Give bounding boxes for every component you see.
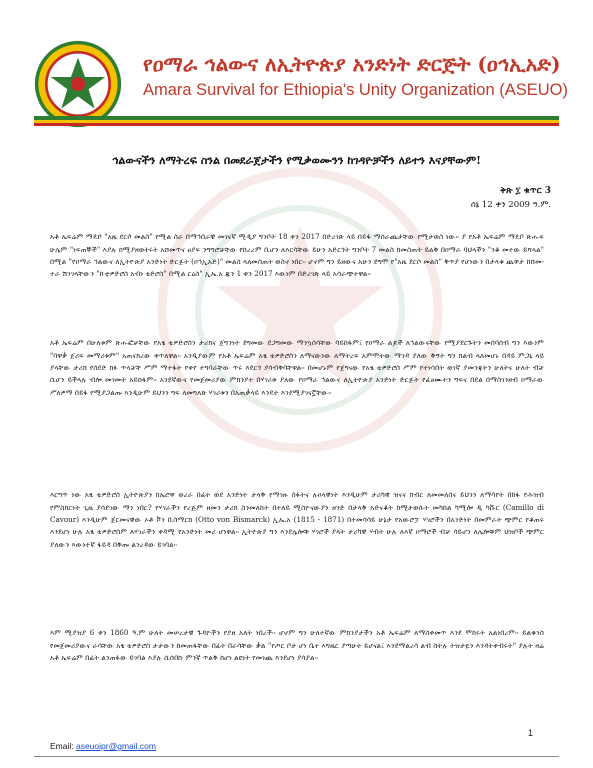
footer-rule	[34, 756, 559, 757]
email-label: Email:	[50, 741, 74, 751]
watermark-emblem-icon	[150, 160, 450, 460]
paragraph-1: አቶ ኤፍሬም ማዴቦ "አዜ ደርሶ መልስ" የሚል ስራ በማኅበራዊ መገናኛ ሚዲያ ግንቦት 18 ቀን 2017 በድረገጽ ላይ በይፋ ማሰራጨታቸው የሚታወስ ነው፡፡ ያ የአቶ ኤፍሬም ማዴቦ ጽሑፍ ሁሌም "ነፍጠኞች" እያሉ ከሚያዘወትሩት አሸመጥና ፀያፍ ንግግሮቻቸው የከረረም ቢሆን ለእርሳቸው ይሁን አድርጎት ግንቦት 7 መልስ ከመስጠት ይልቅ በዐማራ ባህላችን "ንቆ መተው ይሻላል" በሚል "የዐማራ ኅልውና ለኢትዮጵያ አንድነት ድርጅት (ዐኅኢአድ)" መልስ ላለመስጠት ወስኖ ነበር፡፡ ሆኖም ግን ይዘውና አሁን ደግሞ የ"አዜ ደርሶ መልስ" ቅጥያ የሆነውን በታላቁ ጨዋታ ከሸመ-ተራ ሽንገላቸውን "ኩቲዎድሮስ አብነ ቴድሮስ" በሚል ርዕስ" ኢኤ.አ ጁን 1 ቀን 2017 እውነም በድረገጽ ላይ አሳራጭተዋል፡፡	[50, 232, 544, 279]
document-title: ኅልውናችን ለማትረፍ ስንል በመደራጀታችን የሚቃወሙንን ከገዳዮቻችን ለይተን እናያቸውም!	[112, 154, 481, 167]
org-name-english: Amara Survival for Ethiopia's Unity Organization (ASEUO)	[143, 81, 568, 99]
header-rule-red	[34, 123, 559, 126]
asueo-emblem-icon	[34, 40, 122, 128]
email-link[interactable]: aseuoipr@gmail.com	[76, 741, 156, 751]
issue-meta	[471, 184, 551, 212]
footer-email	[50, 741, 156, 751]
issue-date: ሰኔ 12 ቀን 2009 ዓ.ም.	[470, 200, 551, 210]
page-number: 1	[527, 728, 533, 738]
paragraph-3: እርግጥ ነው አፄ ቴዎድሮስ ኢትዮጵያን ከኤሮዋ ወረራ በፊት ወደ አንድነት ታላቅ የማገዙ ስፋትና ሉዐላዊነት እንዲሁም ታሪካዊ ዝናና ክብር ለመመለስና ይህንን ለማሳየት በከፋ የሕዝብ የምስክርነት ጊዜ ያሳደገው ማን ነበር? የሃገራችን የረጅም ዘመን ታሪክ ስንመለከት በተለይ ሚስዮናውያን ዘንድ በታላቅ አድናቆት ከሚታወሱት መካከል ካሚሎ ዲ ካቩር (Camillo di Cavour) እንዲሁም ጀርመናዊው ኦቶ ቮን ቢስማርክ (Otto von Bismarck) ኢኤ.አ (1815 - 1871) በተመሳሳይ ሁኔታ የአውሮፓ ሃገሮችን በአንድነት በመምራት ጭምር የቆጠሩ እንደሆነ ሁሉ አፄ ቴዎድሮስም ለሃገራችን ቀዳሚ የአንድነት መሪ ሆነዋል፡፡ ኢትዮጵያ ግን እንደሌሎቹ ሃገሮች ያላት ታሪካዊ ሃብት ሁሉ ለእኛ ዐማሮች ብቻ ሳይሆን ለሌሎቹም ህዝቦች ጭምር ያለውን እውነተኛ ፋይዳ በቅጡ ልንረዳው ይገባል፡፡	[50, 490, 544, 549]
paragraph-4: እም ሚያዝያ 6 ቀን 1860 ዓ.ም ሁለት መሠረታዊ ጉዳዮችን የያዘ አለት ነበረች፡፡ ሆኖም ግን ሁለተኛው ምክንያታችን አቶ ኤፍሬም ለማስቀመጥ እንደ ሞከሩት አልነበረም፡፡ ይልቁንስ የመጀመሪያውና ራሳቸው አፄ ቴዎድሮስ ታታውን ከመጠፋቸው በፊት በራሳቸው ቃል "የጦር ቦታ ሆነ ቤተ እግዜር ያጣሁት ይሆናል፤ እንደማልረሳ ልብ ስትሉ ትዝታዬን እንዳትቀብሩት" ያሉት ዛሬ አቶ ኤፍሬም በፊት ልንጠፋው ይገባል እያሉ ሲሰበኩ ምንኛ ጥልቅ ከሆነ ልዩነት የመነጨ እንደሆነ ያሳያል፡፡	[50, 628, 544, 662]
paragraph-2: አቶ ኤፍሬም በሁለቱም ጽሑፎቻቸው የአፄ ቴዎድሮስን ታሪክና ጀግንነት ደግመው ደጋግመው ማንኳሰሳቸው ባይከፋም፤ የዐማራ ልጆች ለኅልውናቸው የሚያደርጉትን መሰባሰብ ግን እውነም "ባዋቃ ጀሪፍ መማሪቱም" አጠናክረው ቀጥለዋል፡፡ አንዲያውም የአቶ ኤፍሬም አፄ ቴዎድሮስን ለማናውነው ለማትረፍ አምሞትው ማንዳ ያለው ቅኝት ግን ክልብ ላለመሆኑ በዳይ ምጋኒ ላይ ያላቸው ታሪክ የሰደድ ክፉ ጥላቻቸ ሥም ማተፋት የቀየ ተግባራቸው ጥሩ እደርጎ ያሳብቅባቸዋል፡፡ በመሆኑም የጀግናው የአፄ ቴዎድሮስ ሥም የተነሳበት ወገኛ ያመንጃትን ሁለትና ሁለት ብቻ ሲሆን ይችላሉ ብሎ መገመት አይከፋም፡፡ አንደኛውና የመጀመሪያው ምክንያት በሃገሪቱ ያለው የዐማራ ኅልውና ለኢትዮጵያ አንድነት ድርጅት የፈፀሙትን ግፍና በደል በማስገንዘብ ዐማራው ሥለዎማ በይፋ የሚያጋልጡ እንዲሁም ይህንን ግፍ ለመግለጽ ሃገሪቱን በአጠቃላይ እንዴት እንደሚያገናኟቸው፡፡	[50, 338, 544, 397]
volume-number: ቅጽ ፲ ቁጥር 3	[499, 186, 551, 196]
org-name-amharic: የዐማራ ኅልውና ለኢትዮጵያ አንድነት ድርጅት (ዐኅኢአድ)	[143, 52, 561, 76]
